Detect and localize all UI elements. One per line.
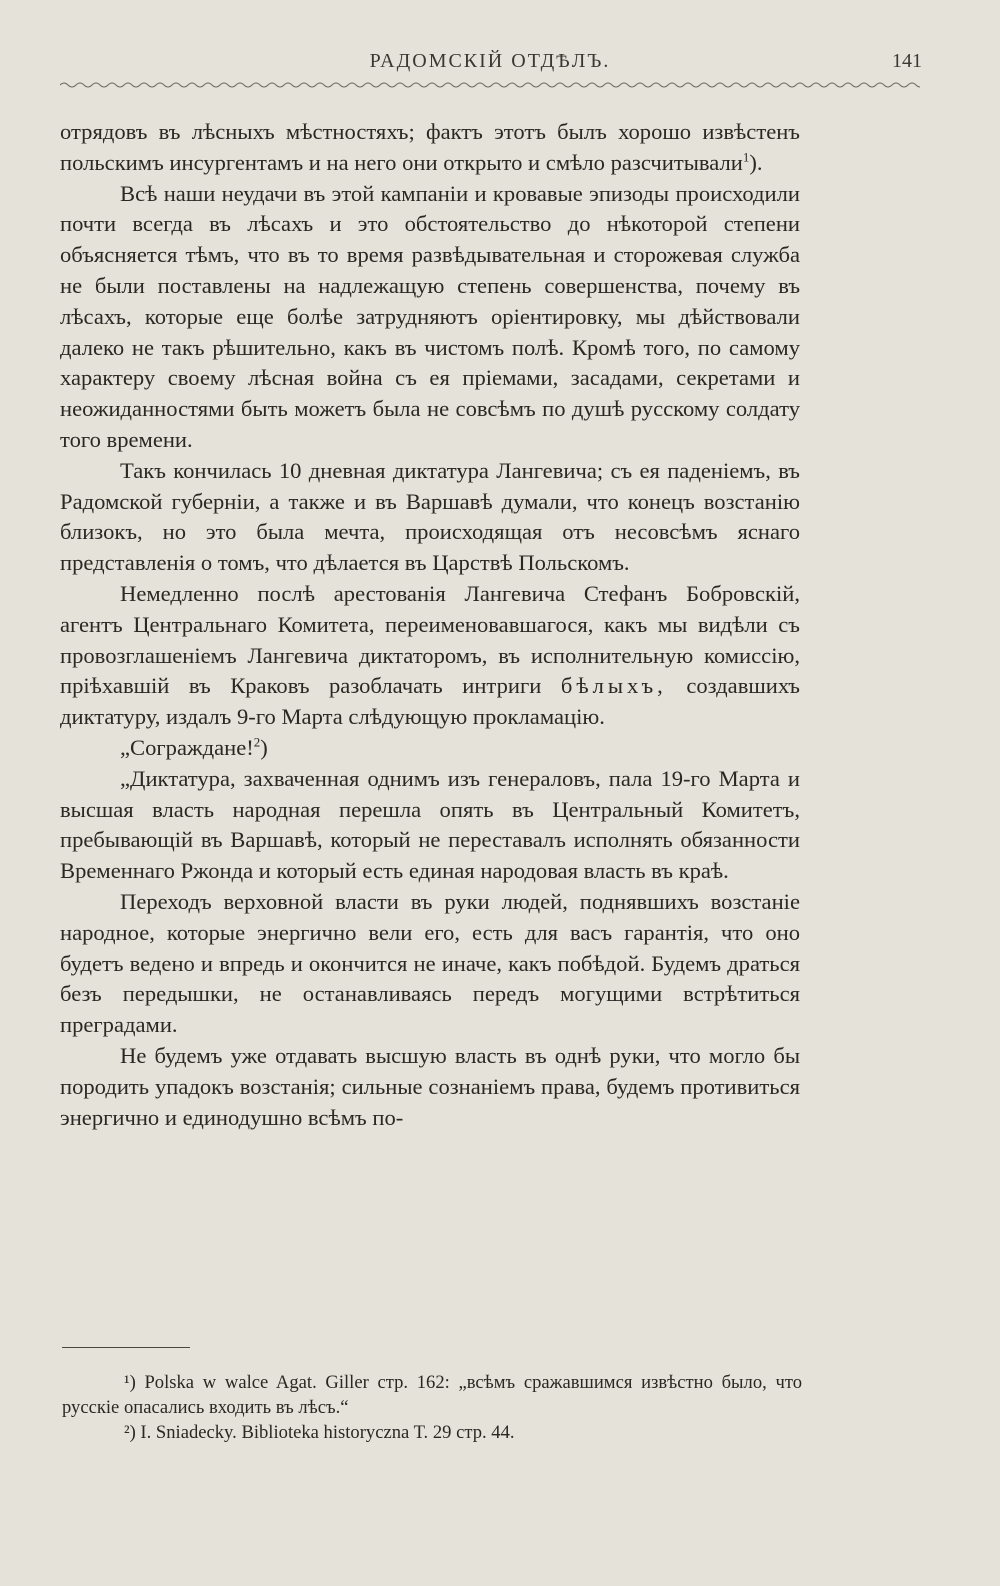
page-number: 141 [892,50,922,72]
footnote-divider [62,1347,190,1348]
paragraph: Переходъ верховной власти въ руки людей, поднявшихъ возстаніе народное, которые энергично вели его, есть для васъ гарантія, что оно будетъ ведено и впредь и окончится не иначе, какъ побѣдой. Будемъ драться безъ передышки, не останавливаясь передъ могущими встрѣтиться преградами. [60,888,800,1038]
spaced-word: бѣлыхъ, [560,673,667,699]
paragraph: Не будемъ уже отдавать высшую власть въ однѣ руки, что могло бы породить упадокъ возстанія; сильные сознаніемъ права, будемъ противиться энергично и единодушно всѣмъ по- [60,1042,800,1130]
footnotes [62,1370,802,1445]
paragraph: Немедленно послѣ арестованія Лангевича Стефанъ Бобровскій, агентъ Центральнаго Комитета, переименовавшагося, какъ мы видѣли съ провозглашеніемъ Лангевича диктаторомъ, въ исполнительную комиссію, пріѣхавшій въ Краковъ разоблачать интриги бѣлыхъ, создавшихъ диктатуру, издалъ 9-го Марта слѣдующую прокламацію. [60,580,800,730]
paragraph: отрядовъ въ лѣсныхъ мѣстностяхъ; фактъ этотъ былъ хорошо извѣстенъ польскимъ инсургентамъ и на него они открыто и смѣло разсчитывали$^1$). [60,119,800,175]
footnote-mark: 2 [253,734,261,750]
running-head-title: РАДОМСКІЙ ОТДѢЛЪ. [369,50,611,72]
footnote: ¹) Polska w walce Agat. Giller стр. 162: „всѣмъ сражавшимся извѣстно было, что русскіе опасались входить въ лѣсъ.“ [62,1372,802,1418]
wavy-rule [60,80,920,90]
paragraph: „Согражданe!$^2$) [120,734,268,760]
body-text [60,117,800,1133]
footnote: ²) I. Sniadecky. Biblioteka historyczna T. 29 стр. 44. [124,1422,515,1443]
paragraph: Такъ кончилась 10 дневная диктатура Лангевича; съ ея паденіемъ, въ Радомской губерніи, а также и въ Варшавѣ думали, что конецъ возстанію близокъ, но это была мечта, происходящая отъ несовсѣмъ яснаго представленія о томъ, что дѣлается въ Царствѣ Польскомъ. [60,457,800,576]
paragraph: Всѣ наши неудачи въ этой кампаніи и кровавые эпизоды происходили почти всегда въ лѣсахъ и это обстоятельство до нѣкоторой степени объясняется тѣмъ, что въ то время развѣдывательная и сторожевая служба не были поставлены на надлежащую степень совершенства, почему въ лѣсахъ, которые еще болѣе затрудняютъ оріентировку, мы дѣйствовали далеко не такъ рѣшительно, какъ въ чистомъ полѣ. Кромѣ того, по самому характеру своему лѣсная война съ ея пріемами, засадами, секретами и неожиданностями быть можетъ была не совсѣмъ по душѣ русскому солдату того времени. [60,180,800,452]
running-head [60,50,920,90]
paragraph: „Диктатура, захваченная однимъ изъ генераловъ, пала 19-го Марта и высшая власть народная перешла опять въ Центральный Комитетъ, пребывающій въ Варшавѣ, который не переставалъ исполнять обязанности Временнаго Ржонда и который есть единая народовая власть въ краѣ. [60,765,800,884]
footnote-mark: 1 [742,149,750,165]
